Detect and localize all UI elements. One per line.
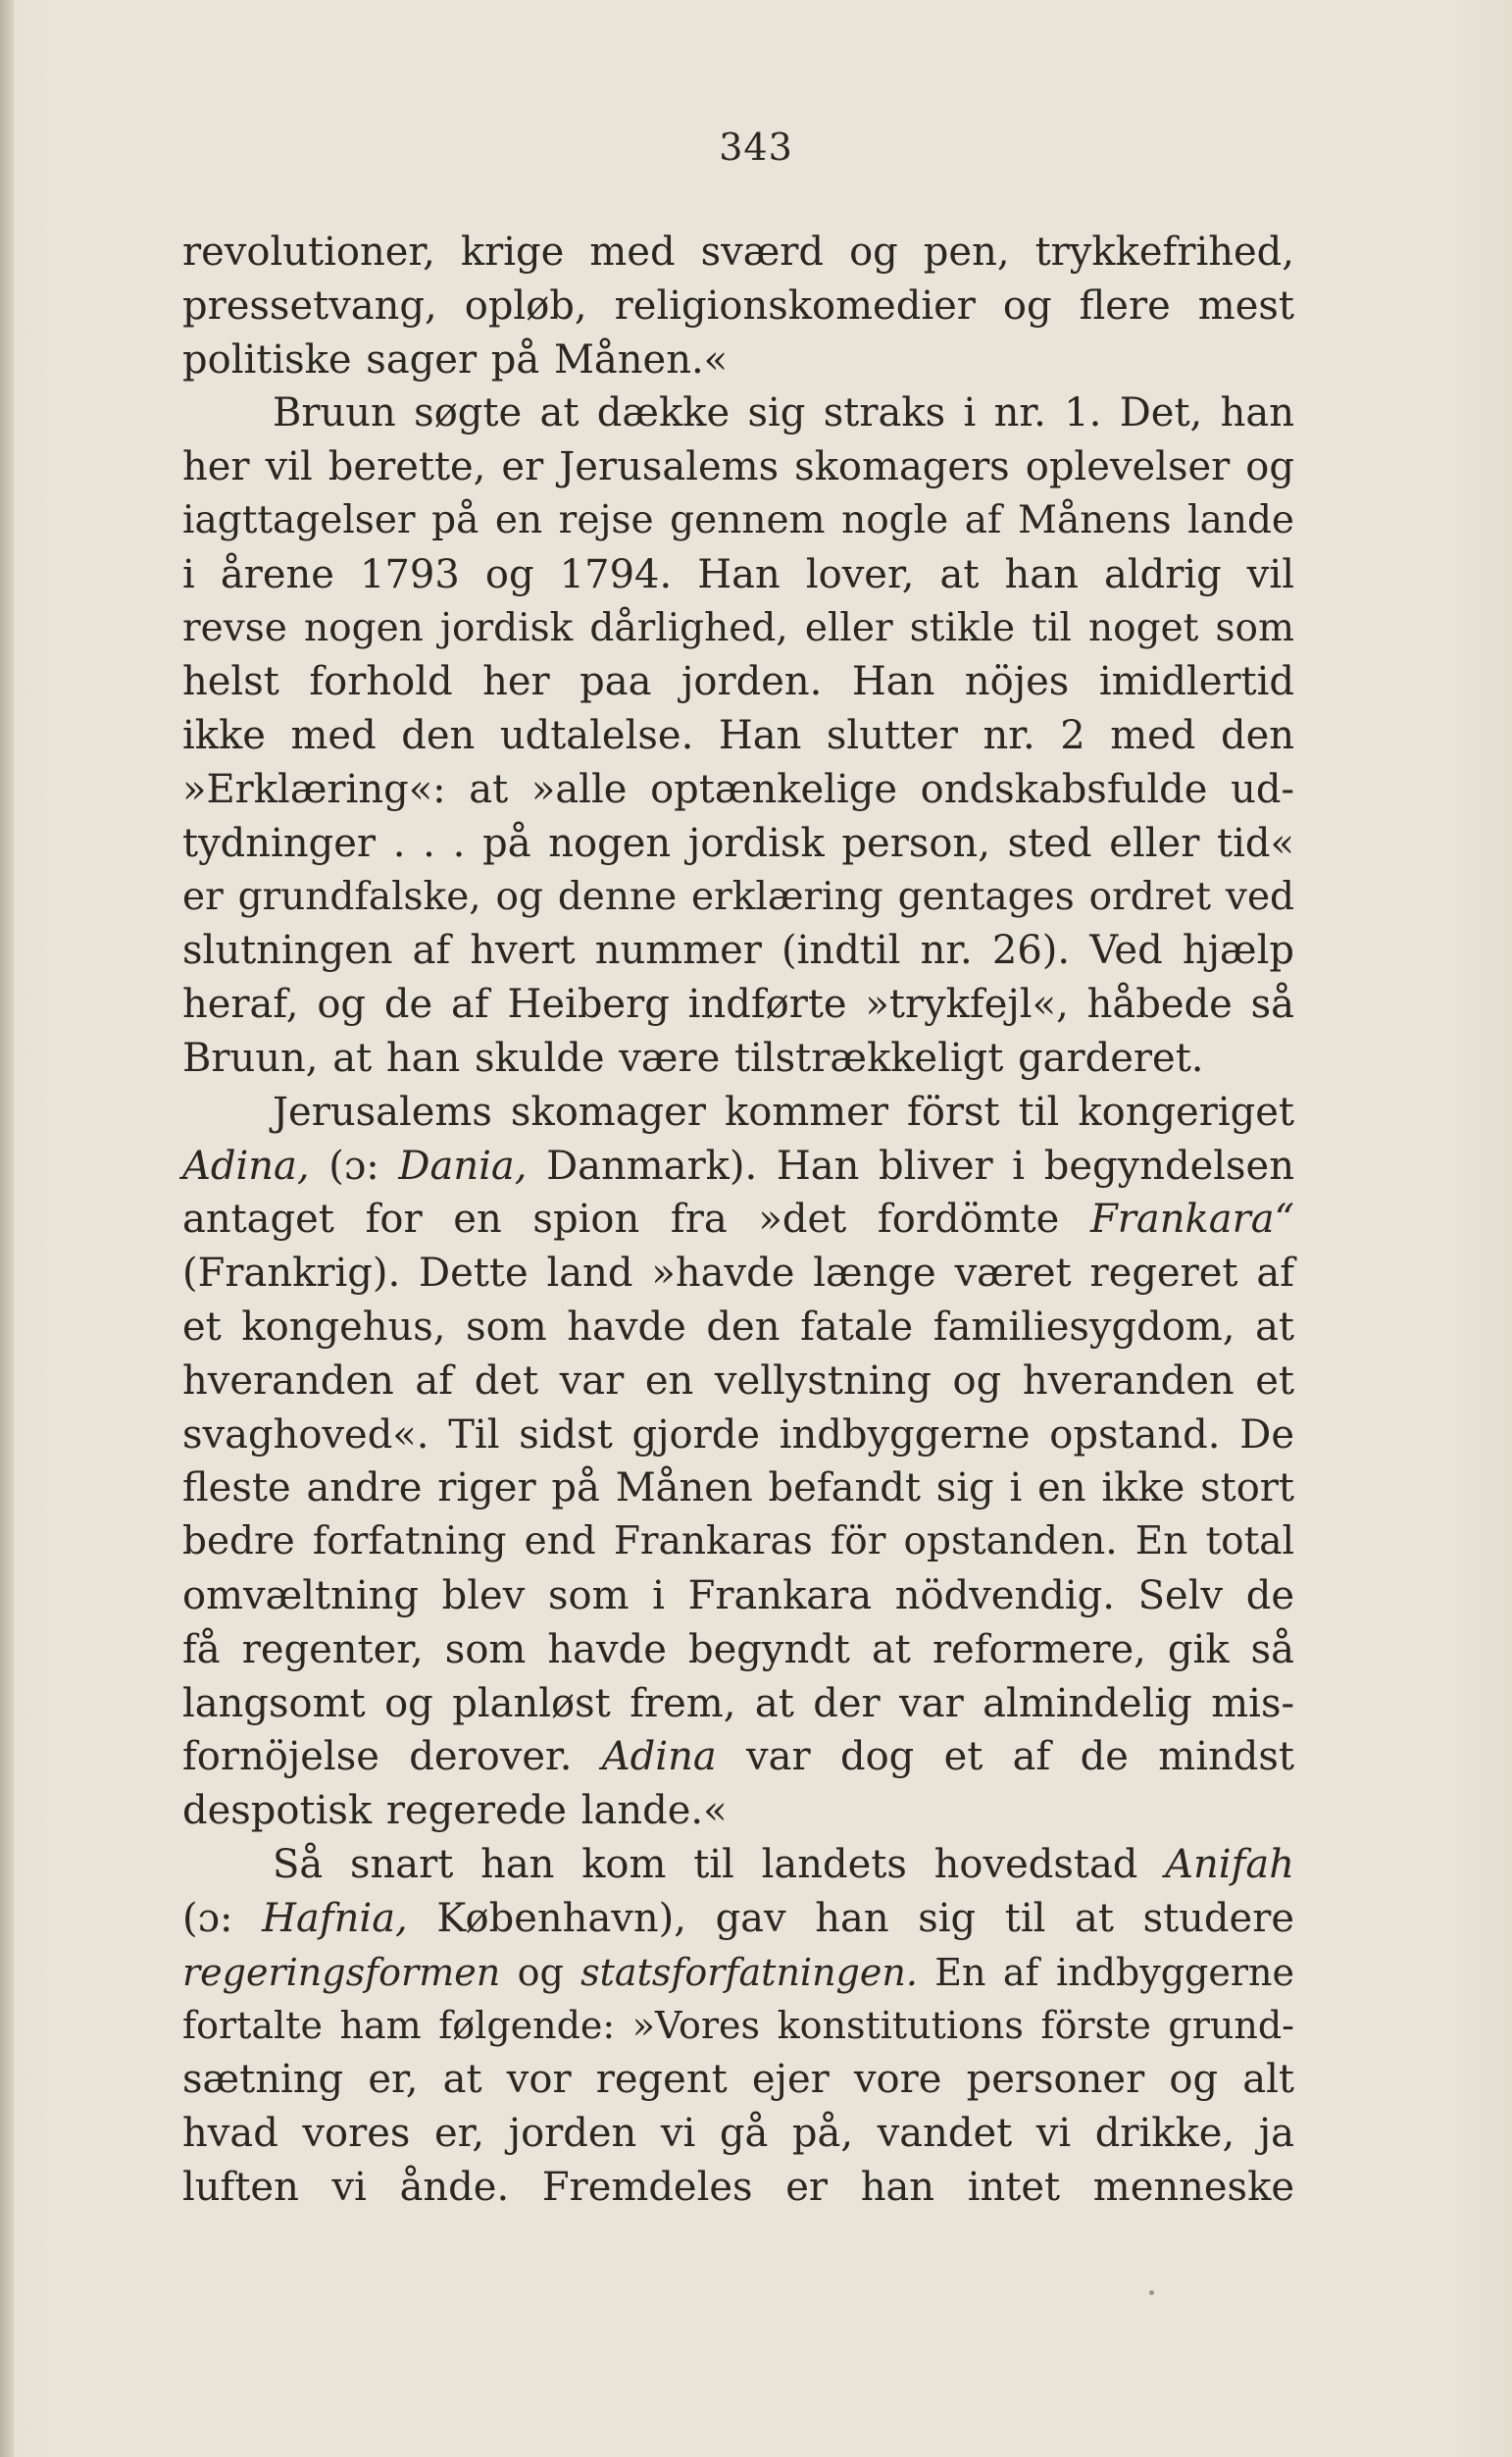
text-line <box>182 924 1294 978</box>
text-segment: Danmark). Han bliver i begyndelsen <box>527 1143 1294 1189</box>
text-line <box>182 602 1294 656</box>
text-line <box>182 1301 1294 1355</box>
text-line <box>182 548 1294 602</box>
text-line <box>182 1569 1294 1623</box>
italic-text: Dania, <box>398 1143 528 1189</box>
text-line <box>182 226 1294 280</box>
text-line <box>182 280 1294 333</box>
text-segment: ikke med den udtalelse. Han slutter nr. 2 med den <box>182 713 1294 759</box>
text-segment: bedre forfatning end Frankaras för opstanden. En total <box>182 1519 1294 1564</box>
text-line <box>182 1892 1294 1946</box>
text-line <box>182 1677 1294 1731</box>
text-segment: luften vi ånde. Fremdeles er han intet menneske <box>182 2164 1294 2210</box>
text-line <box>182 333 1294 387</box>
text-line <box>182 2053 1294 2107</box>
text-line <box>182 440 1294 494</box>
text-segment: helst forhold her paa jorden. Han nöjes imidlertid <box>182 659 1294 705</box>
text-segment: her vil berette, er Jerusalems skomagers oplevelser og <box>182 444 1294 490</box>
text-segment: få regenter, som havde begyndt at reformere, gik så <box>182 1626 1294 1672</box>
text-segment: langsomt og planløst frem, at der var almindelig mis- <box>182 1680 1294 1726</box>
text-line <box>182 817 1294 871</box>
italic-text: Adina <box>601 1734 717 1780</box>
text-line <box>182 1623 1294 1677</box>
text-segment: fornöjelse derover. <box>182 1734 602 1780</box>
text-line <box>182 1784 1294 1838</box>
text-line <box>182 871 1294 925</box>
italic-text: Anifah <box>1165 1841 1294 1887</box>
text-segment: hvad vores er, jorden vi gå på, vandet vi drikke, ja <box>182 2110 1294 2156</box>
text-segment: En af indbyggerne <box>917 1950 1294 1994</box>
text-segment: var dog et af de mindst <box>716 1734 1294 1780</box>
text-segment: slutningen af hvert nummer (indtil nr. 26). Ved hjælp <box>182 928 1294 974</box>
text-line <box>182 2161 1294 2215</box>
text-line <box>182 1838 1294 1892</box>
text-line <box>182 655 1294 709</box>
text-segment: omvæltning blev som i Frankara nödvendig. Selv de <box>182 1572 1294 1618</box>
text-segment: »Erklæring«: at »alle optænkelige ondskabsfulde ud- <box>182 766 1294 812</box>
text-segment: i årene 1793 og 1794. Han lover, at han aldrig vil <box>182 551 1294 597</box>
text-line <box>182 978 1294 1032</box>
text-line <box>182 1461 1294 1515</box>
text-line <box>182 1730 1294 1784</box>
text-line <box>182 494 1294 548</box>
text-segment: antaget for en spion fra »det fordömte <box>182 1197 1090 1243</box>
text-segment: svaghoved«. Til sidst gjorde indbyggerne opstand. De <box>182 1411 1294 1458</box>
text-segment: Bruun, at han skulde være tilstrækkeligt garderet. <box>182 1035 1204 1081</box>
text-line <box>182 1032 1294 1086</box>
text-segment: fortalte ham følgende: »Vores konstitutions förste grund- <box>182 2004 1294 2048</box>
text-line <box>182 2107 1294 2161</box>
text-line <box>182 1408 1294 1462</box>
text-segment: (ɔ: <box>182 1895 263 1941</box>
text-segment: København), gav han sig til at studere <box>407 1895 1294 1941</box>
text-line <box>182 763 1294 817</box>
text-segment: fleste andre riger på Månen befandt sig i en ikke stort <box>182 1465 1294 1511</box>
text-segment: pressetvang, opløb, religionskomedier og flere mest <box>182 282 1294 329</box>
italic-text: regeringsformen <box>182 1950 501 1994</box>
text-segment: Jerusalems skomager kommer först til kongeriget <box>273 1089 1294 1135</box>
text-segment: (ɔ: <box>309 1143 399 1189</box>
italic-text: statsforfatningen. <box>580 1950 918 1994</box>
text-line <box>182 1086 1294 1140</box>
text-segment: (Frankrig). Dette land »havde længe været regeret af <box>182 1251 1294 1297</box>
text-segment: heraf, og de af Heiberg indførte »trykfejl«, håbede så <box>182 982 1294 1028</box>
page-number: 343 <box>719 126 793 169</box>
text-line <box>182 1946 1294 2000</box>
text-line <box>182 386 1294 440</box>
page-gutter <box>0 0 14 2457</box>
text-segment: Så snart han kom til landets hovedstad <box>273 1841 1166 1887</box>
text-segment: revse nogen jordisk dårlighed, eller stikle til noget som <box>182 605 1294 650</box>
text-segment: politiske sager på Månen.« <box>182 336 729 383</box>
italic-text: Adina, <box>182 1143 310 1189</box>
text-segment: Bruun søgte at dække sig straks i nr. 1. Det, han <box>273 390 1294 436</box>
text-line <box>182 1515 1294 1569</box>
paper-speck <box>1149 2290 1154 2295</box>
body-text <box>182 226 1294 2214</box>
text-line <box>182 1247 1294 1301</box>
text-segment: er grundfalske, og denne erklæring gentages ordret ved <box>182 874 1294 919</box>
text-line <box>182 709 1294 763</box>
text-segment: og <box>500 1950 581 1994</box>
text-line <box>182 1355 1294 1408</box>
text-line <box>182 1193 1294 1247</box>
text-line <box>182 1140 1294 1194</box>
italic-text: Hafnia, <box>262 1895 408 1941</box>
italic-text: Frankara“ <box>1090 1197 1294 1243</box>
text-segment: iagttagelser på en rejse gennem nogle af Månens lande <box>182 497 1294 542</box>
text-segment: sætning er, at vor regent ejer vore personer og alt <box>182 2057 1294 2103</box>
text-line <box>182 1999 1294 2053</box>
text-segment: et kongehus, som havde den fatale familiesygdom, at <box>182 1304 1294 1350</box>
text-segment: hveranden af det var en vellystning og hveranden et <box>182 1357 1294 1404</box>
text-segment: despotisk regerede lande.« <box>182 1788 728 1834</box>
text-segment: revolutioner, krige med sværd og pen, trykkefrihed, <box>182 230 1294 275</box>
text-segment: tydninger . . . på nogen jordisk person, sted eller tid« <box>182 820 1294 866</box>
